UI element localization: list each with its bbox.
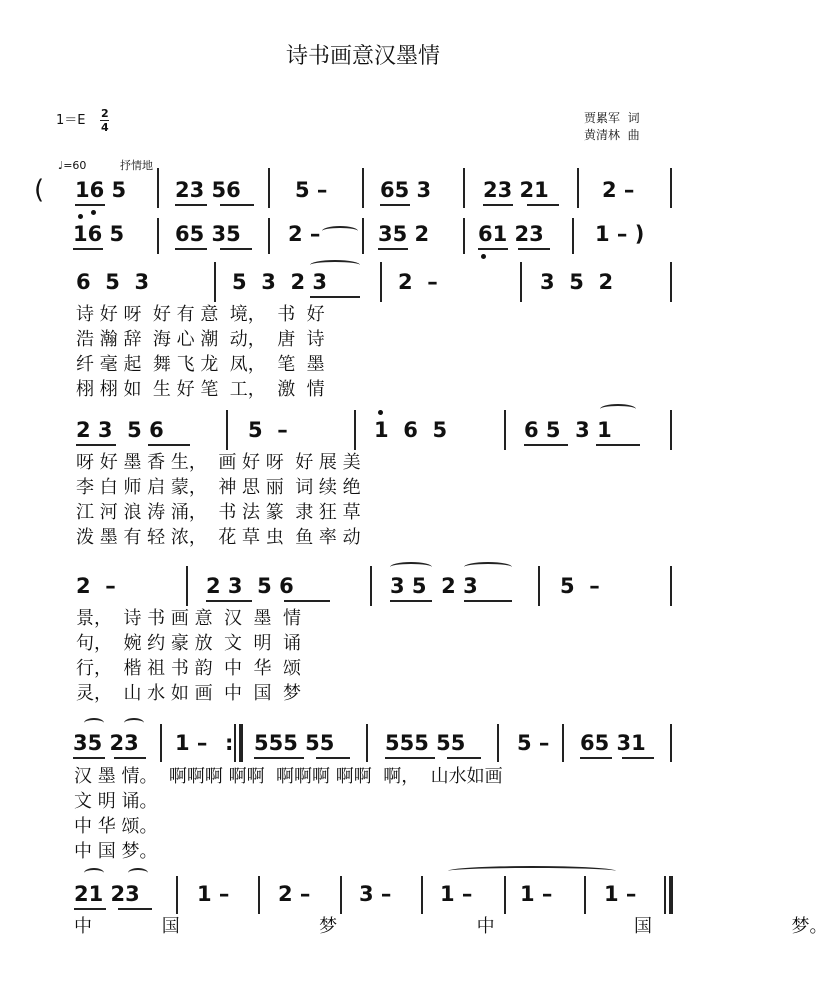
lyric-row4-verse1: 呀 好 墨 香 生， 画 好 呀 好 展 美 <box>76 452 361 473</box>
measure-1-6: 2 – <box>602 178 635 202</box>
paren-open: ( <box>34 175 45 205</box>
lyric-row4-verse3: 江 河 浪 涛 涌， 书 法 篆 隶 狂 草 <box>76 502 361 523</box>
measure-7-3: 2 – <box>278 882 311 906</box>
lyric-row3-verse3: 纤 毫 起 舞 飞 龙 凤， 笔 墨 <box>76 354 325 375</box>
song-title: 诗书画意汉墨情 <box>285 44 440 69</box>
measure-2-1: 16 5 <box>73 222 125 246</box>
lyric-row6-verse4: 中 国 梦。 <box>74 841 158 862</box>
measure-2-6: 1 – ) <box>595 222 645 246</box>
lyric-row6-verse2: 文 明 诵。 <box>74 791 158 812</box>
measure-6-4: 555 55 <box>385 731 466 755</box>
composer-credit: 黄清林 曲 <box>584 128 640 142</box>
key-signature: 1＝E <box>56 113 86 128</box>
measure-5-3: 3 5 2 3 <box>390 574 478 598</box>
time-sig-denominator: 4 <box>101 121 109 134</box>
lyric-row3-verse1: 诗 好 呀 好 有 意 境， 书 好 <box>76 304 325 325</box>
measure-7-5: 1 – <box>440 882 473 906</box>
measure-1-2: 23 56 <box>175 178 241 202</box>
lyric-row5-verse4: 灵， 山 水 如 画 中 国 梦 <box>76 683 301 704</box>
measure-4-1: 2 3 5 6 <box>76 418 164 442</box>
measure-7-1: 21 23 <box>74 882 140 906</box>
time-sig-numerator: 2 <box>101 107 109 120</box>
measure-3-2: 5 3 2 3 <box>232 270 328 294</box>
measure-4-4: 6 5 3 1 <box>524 418 612 442</box>
lyric-row4-verse2: 李 白 师 启 蒙， 神 思 丽 词 续 绝 <box>76 477 361 498</box>
measure-6-1: 35 23 <box>73 731 139 755</box>
measure-7-6: 1 – <box>520 882 553 906</box>
measure-3-4: 3 5 2 <box>540 270 614 294</box>
tempo-marking: ♩=60 <box>58 159 87 172</box>
measure-1-4: 65 3 <box>380 178 432 202</box>
repeat-dots-icon: : <box>225 731 234 755</box>
expression-marking: 抒情地 <box>120 159 153 172</box>
measure-3-3: 2 – <box>398 270 438 294</box>
measure-2-5: 61 23 <box>478 222 544 246</box>
lyric-row4-verse4: 泼 墨 有 轻 浓， 花 草 虫 鱼 率 动 <box>76 527 361 548</box>
lyric-row3-verse2: 浩 瀚 辞 海 心 潮 动， 唐 诗 <box>76 329 325 350</box>
measure-1-1: 16 5 <box>75 178 127 202</box>
lyric-row6-verse3: 中 华 颂。 <box>74 816 158 837</box>
measure-1-5: 23 21 <box>483 178 549 202</box>
measure-6-5: 5 – <box>517 731 550 755</box>
measure-5-1: 2 – <box>76 574 116 598</box>
measure-1-3: 5 – <box>295 178 328 202</box>
measure-5-4: 5 – <box>560 574 600 598</box>
measure-4-2: 5 – <box>248 418 288 442</box>
measure-2-4: 35 2 <box>378 222 430 246</box>
measure-7-4: 3 – <box>359 882 392 906</box>
measure-7-7: 1 – <box>604 882 637 906</box>
lyric-row5-verse1: 景， 诗 书 画 意 汉 墨 情 <box>76 608 301 629</box>
measure-2-3: 2 – <box>288 222 321 246</box>
lyricist-credit: 贾累军 词 <box>584 111 640 125</box>
measure-2-2: 65 35 <box>175 222 241 246</box>
measure-6-6: 65 31 <box>580 731 646 755</box>
measure-5-2: 2 3 5 6 <box>206 574 294 598</box>
lyric-row5-verse3: 行， 楷 祖 书 韵 中 华 颂 <box>76 658 301 679</box>
measure-6-2: 1 – <box>175 731 208 755</box>
lyric-row7: 中 国 梦 中 国 梦。 <box>74 916 828 937</box>
measure-3-1: 6 5 3 <box>76 270 150 294</box>
lyric-row5-verse2: 句， 婉 约 豪 放 文 明 诵 <box>76 633 301 654</box>
measure-6-3: 555 55 <box>254 731 335 755</box>
measure-4-3: 1 6 5 <box>374 418 448 442</box>
lyric-row6-verse1: 汉 墨 情。 啊啊啊 啊啊 啊啊啊 啊啊 啊， 山水如画 <box>74 766 503 787</box>
measure-7-2: 1 – <box>197 882 230 906</box>
lyric-row3-verse4: 栩 栩 如 生 好 笔 工， 激 情 <box>76 379 325 400</box>
